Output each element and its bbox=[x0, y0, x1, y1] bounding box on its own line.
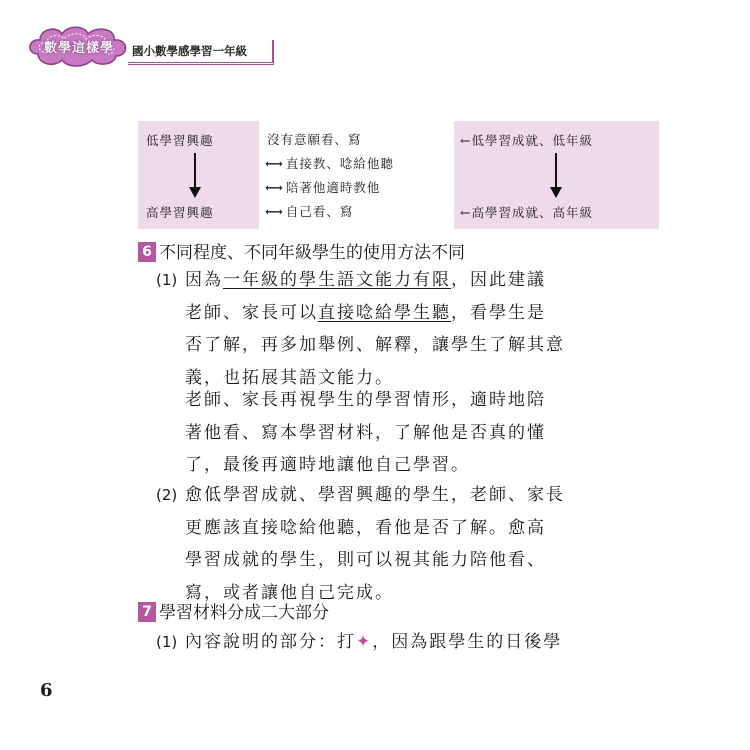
text-line: 更應該直接唸給他聽，看他是否了解。愈高 bbox=[185, 517, 546, 538]
section-number-badge: 7 bbox=[138, 602, 156, 622]
page-number: 6 bbox=[40, 680, 53, 701]
double-arrow-icon: ⟷ bbox=[265, 180, 284, 195]
paragraph bbox=[185, 264, 565, 394]
high-achievement-label: ←高學習成就、高年級 bbox=[460, 205, 593, 220]
text-line: 義，也拓展其語文能力。 bbox=[185, 367, 394, 388]
text-line: 學習成就的學生，則可以視其能力陪他看、 bbox=[185, 550, 546, 570]
achievement-column bbox=[454, 121, 659, 229]
item-label: (1) bbox=[156, 271, 178, 289]
text-line: 因為一年級的學生語文能力有限，因此建議 bbox=[185, 270, 546, 290]
method-column bbox=[259, 121, 454, 229]
method-line: 沒有意願看、寫 bbox=[267, 132, 362, 147]
text-line: 著他看、寫本學習材料，了解他是否真的懂 bbox=[185, 422, 546, 443]
section-title: 學習材料分成二大部分 bbox=[159, 603, 329, 623]
text-line: 內容說明的部分：打✦，因為跟學生的日後學 bbox=[185, 632, 563, 652]
section-7-heading bbox=[138, 600, 329, 626]
text-line: 老師、家長再視學生的學習情形，適時地陪 bbox=[185, 390, 546, 410]
interest-column bbox=[138, 121, 259, 229]
logo-text: 數學這樣學 bbox=[43, 41, 114, 56]
text-line: 了，最後再適時地讓他自己學習。 bbox=[185, 455, 470, 475]
underlined-text: 一年級的學生語文能力有限 bbox=[223, 270, 451, 290]
sparkle-icon: ✦ bbox=[356, 632, 373, 652]
item-label: (1) bbox=[156, 633, 178, 651]
text-line: 老師、家長可以直接唸給學生聽，看學生是 bbox=[185, 302, 546, 323]
section-6-heading bbox=[138, 240, 465, 266]
item-label: (2) bbox=[156, 486, 178, 504]
paragraph bbox=[185, 626, 562, 659]
text-line: 否了解，再多加舉例、解釋，讓學生了解其意 bbox=[185, 335, 565, 355]
double-arrow-icon: ⟷ bbox=[265, 204, 284, 219]
paragraph bbox=[185, 479, 565, 609]
down-arrow-icon bbox=[549, 151, 563, 199]
comparison-table bbox=[138, 121, 659, 229]
method-line: ⟷ 陪著他適時教他 bbox=[265, 180, 381, 195]
low-interest-label: 低學習興趣 bbox=[146, 133, 214, 148]
series-title: 國小數學感學習一年級 bbox=[128, 40, 274, 65]
low-achievement-label: ←低學習成就、低年級 bbox=[460, 133, 593, 148]
page-header bbox=[22, 18, 262, 78]
text-line: 愈低學習成就、學習興趣的學生，老師、家長 bbox=[185, 485, 565, 505]
section-number-badge: 6 bbox=[138, 242, 156, 262]
high-interest-label: 高學習興趣 bbox=[146, 205, 214, 220]
text-line: 寫，或者讓他自己完成。 bbox=[185, 582, 394, 603]
method-line: ⟷ 自己看、寫 bbox=[265, 204, 354, 219]
underlined-text: 直接唸給學生聽 bbox=[318, 302, 451, 323]
double-arrow-icon: ⟷ bbox=[265, 156, 284, 171]
series-logo bbox=[26, 24, 130, 68]
method-line: ⟷ 直接教、唸給他聽 bbox=[265, 156, 394, 171]
down-arrow-icon bbox=[188, 151, 202, 199]
section-title: 不同程度、不同年級學生的使用方法不同 bbox=[159, 243, 465, 263]
paragraph bbox=[185, 384, 546, 482]
